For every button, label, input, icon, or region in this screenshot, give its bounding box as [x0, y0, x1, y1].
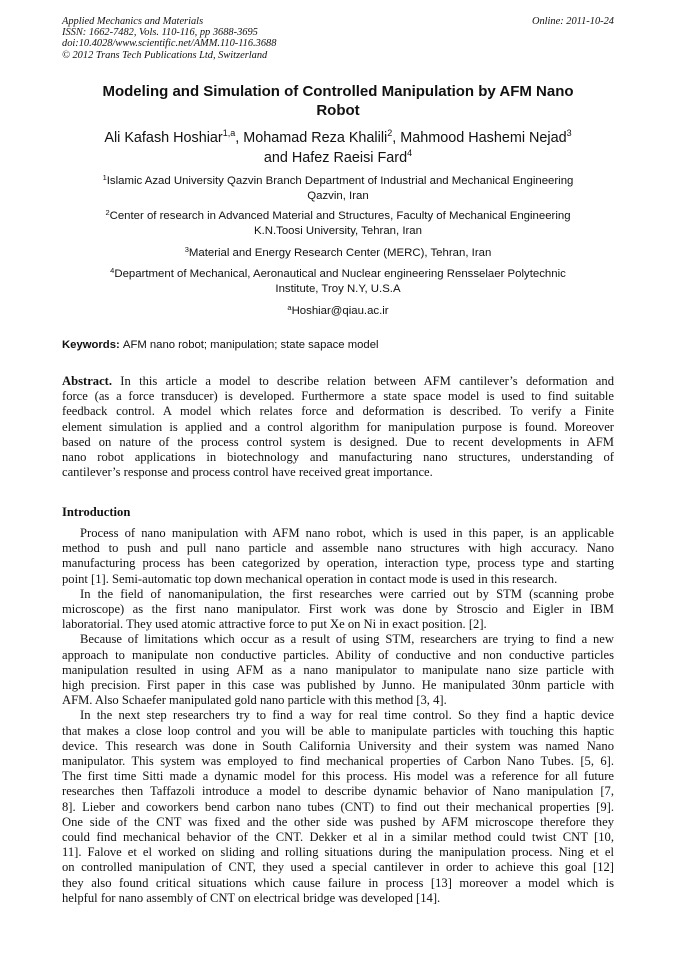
body-line: Because of limitations which occur as a result of using STM, researchers are trying to find a new	[80, 632, 614, 647]
affiliation-mark: 4	[110, 266, 115, 275]
affiliation-line	[62, 209, 614, 224]
journal-issn: ISSN: 1662-7482, Vols. 110-116, pp 3688-3695	[62, 27, 258, 39]
section-heading: Introduction	[62, 505, 131, 519]
body-line: they also found critical situations which cause failure in process [13] moreover a model which is	[62, 875, 614, 890]
affiliation-mark: 1	[102, 173, 107, 182]
abstract-line: feedback control. A model which relates force and deformation is described. To verify a Finite	[62, 404, 614, 419]
affiliation-text: Islamic Azad University Qazvin Branch Department of Industrial and Mechanical Engineering	[106, 175, 574, 187]
abstract-line: cantilever’s response and process control have received great importance.	[62, 465, 433, 480]
affiliation-text: K.N.Toosi University, Tehran, Iran	[254, 224, 422, 237]
abstract-line: force (as a force transducer) is developed. Furthermore a state space model is used to find suitable	[62, 389, 614, 404]
body-line: The first time Sitti made a dynamic model for this process. His model was a reference for all future	[62, 769, 614, 784]
keywords-text: AFM nano robot; manipulation; state sapace model	[122, 339, 379, 351]
body-line: device. This research was done in South California University and their system was named Nano	[62, 738, 614, 753]
author-list	[62, 128, 614, 168]
author-line	[62, 148, 614, 168]
affiliation-text: Institute, Troy N.Y, U.S.A	[275, 282, 401, 295]
email-mark: a	[287, 303, 292, 312]
journal-copyright: © 2012 Trans Tech Publications Ltd, Switzerland	[62, 49, 268, 61]
body-line: microscope) as the first nano manipulator. First work was done by Stroscio and Eigler in IBM	[62, 602, 614, 617]
author-affiliation-mark: 1,a	[222, 128, 236, 138]
affiliation-line	[62, 174, 614, 189]
affiliation	[62, 209, 614, 238]
affiliation-text: Qazvin, Iran	[307, 189, 369, 202]
author-name: Ali Kafash Hoshiar	[104, 130, 223, 146]
abstract-label: Abstract.	[62, 374, 113, 388]
journal-doi: doi:10.4028/www.scientific.net/AMM.110-116.3688	[62, 38, 277, 50]
keywords-label: Keywords:	[62, 339, 120, 351]
journal-header	[62, 16, 614, 61]
author-name: , Mohamad Reza Khalili	[235, 130, 388, 146]
body-line: Process of nano manipulation with AFM nano robot, which is used in this paper, is an applicable	[80, 526, 614, 540]
body-line: method to push and pull nano particle and assemble nano structures with high accuracy. Nano	[62, 541, 614, 556]
author-affiliation-mark: 3	[566, 128, 572, 138]
online-date: Online: 2011-10-24	[531, 16, 614, 27]
email-address: Hoshiar@qiau.ac.ir	[291, 305, 389, 317]
body-line: AFM. Also Schaefer manipulated gold nano particle with this method [3, 4].	[62, 693, 447, 708]
body-line: high precision. First paper in this case was published by Junno. He manipulated 30nm particle with	[62, 678, 614, 693]
affiliation-mark: 2	[105, 208, 110, 217]
body-line: researches then Taffazoli introduce a model to describe dynamic behavior of Nano manipulation [7,	[62, 784, 614, 799]
introduction-body	[62, 526, 614, 906]
body-line: 11]. Falove et el worked on sliding and rolling situations during the manipulation process. Ning et el	[62, 845, 614, 860]
body-line: could find mechanical behavior of the CNT. Dekker et al in a similar method could twist CNT [10,	[62, 830, 614, 845]
journal-name: Applied Mechanics and Materials	[62, 16, 204, 27]
affiliation-mark: 3	[184, 245, 189, 254]
affiliation	[62, 246, 614, 261]
abstract-line: based on nature of the process control system is designed. Due to recent developments in AFM	[62, 434, 614, 449]
affiliation-text: Center of research in Advanced Material and Structures, Faculty of Mechanical Engineering	[109, 210, 571, 222]
body-line: One side of the CNT was fixed and the other side was pushed by AFM microscope therefore they	[62, 814, 614, 829]
body-line: 8]. Lieber and coworkers bend carbon nano tubes (CNT) to find out their mechanical properties [9].	[62, 799, 614, 814]
body-line: approach to manipulate non conductive particles. Ability of conductive and non conductive particles	[62, 647, 614, 662]
affiliation	[62, 174, 614, 203]
affiliation-text: Material and Energy Research Center (MERC), Tehran, Iran	[188, 247, 492, 259]
affiliation-line	[62, 267, 614, 282]
body-line: on controlled manipulation of CNT, they used a special cantilever in order to achieve this goal [12]	[62, 860, 614, 875]
abstract-line: nano robot applications in biotechnology and manufacturing nano structures, understanding of	[62, 450, 614, 465]
body-line: that makes a close loop control and you will be able to manipulate particles with touching this haptic	[62, 723, 614, 738]
keywords	[62, 338, 614, 352]
body-line: helpful for nano assembly of CNT on electrical bridge was developed [14].	[62, 890, 441, 905]
body-line: manipulation resulted in using AFM as a nano manipulator to manipulate nano size particle with	[62, 662, 614, 677]
author-affiliation-mark: 4	[407, 148, 413, 158]
body-line: manipulator. This system was employed to find mechanical properties of Carbon Nano Tubes. [5, 6].	[62, 754, 614, 769]
body-line: manufacturing process has been categorized by operation, interaction type, process type and starting	[62, 556, 614, 571]
affiliation	[62, 267, 614, 296]
author-line	[62, 128, 614, 148]
body-line: point [1]. Semi-automatic top down mechanical operation in contact mode is used in this research.	[62, 571, 558, 586]
abstract	[62, 374, 614, 480]
body-line: laboratorial. They used atomic attractive force to put Xe on Ni in exact position. [2].	[62, 617, 487, 632]
affiliation-text: Department of Mechanical, Aeronautical and Nuclear engineering Rensselaer Polytechnic	[114, 268, 566, 280]
body-line: In the field of nanomanipulation, the first researches were carried out by STM (scanning probe	[80, 586, 614, 601]
paper-title	[62, 82, 614, 120]
abstract-line: element simulation is applied and a control algorithm for manipulation purpose is found. Moreover	[62, 419, 614, 434]
author-email	[62, 304, 614, 319]
abstract-text: In this article a model to describe relation between AFM cantilever’s deformation and	[112, 374, 614, 388]
title-line: Robot	[316, 102, 360, 119]
abstract-line	[62, 374, 614, 389]
author-name: and Hafez Raeisi Fard	[263, 150, 408, 166]
title-line: Modeling and Simulation of Controlled Manipulation by AFM Nano	[102, 83, 574, 100]
author-affiliation-mark: 2	[387, 128, 393, 138]
affiliation-line	[62, 246, 614, 261]
body-line: In the next step researchers try to find a way for real time control. So they find a haptic device	[80, 708, 614, 723]
author-name: , Mahmood Hashemi Nejad	[392, 130, 567, 146]
